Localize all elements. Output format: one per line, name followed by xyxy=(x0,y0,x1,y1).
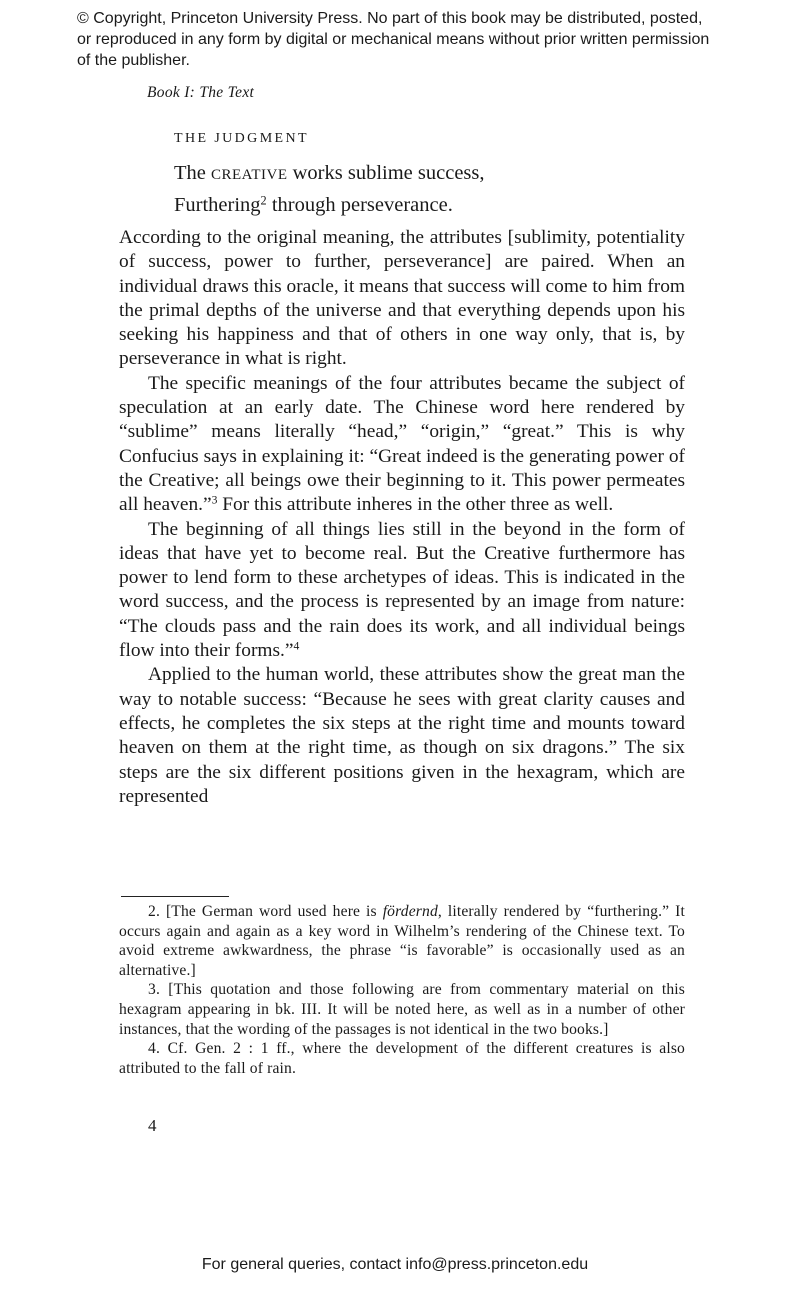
footnote-text: Cf. Gen. 2 : 1 ff., where the development of the different creatures is also attributed to the fall of rain. xyxy=(119,1040,685,1077)
paragraph-text: According to the original meaning, the attributes [sublimity, potentiality of success, power to further, perseverance] are paired. When an individual draws this oracle, it means that success will come to him from the primal depths of the universe and that everything depends upon his seeking his happiness and that of others in one way only, that is, by perseverance in what is right. xyxy=(119,227,685,370)
paragraph xyxy=(119,226,685,372)
judgment-lead: The xyxy=(174,162,211,184)
paragraph xyxy=(119,518,685,664)
judgment-word: Furthering xyxy=(174,194,261,216)
judgment-line-1-rest: works sublime success, xyxy=(287,162,485,184)
paragraph xyxy=(119,663,685,809)
paragraph-text-continued: For this attribute inheres in the other three as well. xyxy=(217,494,614,516)
footnote-ref-3[interactable]: 3 xyxy=(211,493,218,507)
footnote-number: 3. xyxy=(148,981,160,999)
judgment-line-2-rest: through perseverance. xyxy=(266,194,453,216)
footnote-text: [The German word used here is xyxy=(160,903,383,920)
footnote-2 xyxy=(119,902,685,980)
body-text xyxy=(119,226,685,809)
footnotes xyxy=(119,902,685,1078)
page-number: 4 xyxy=(148,1116,157,1135)
footnote-ref-2[interactable]: 2 xyxy=(260,193,267,208)
paragraph xyxy=(119,372,685,518)
footnote-ref-4[interactable]: 4 xyxy=(293,639,300,653)
copyright-notice: © Copyright, Princeton University Press. No part of this book may be distributed, posted, or reproduced in any form by digital or mechanical means without prior written permission of the publisher. xyxy=(77,10,710,69)
paragraph-text: The beginning of all things lies still in the beyond in the form of ideas that have yet to become real. But the Creative furthermore has power to lend form to these archetypes of ideas. This is indicated in the word success, and the process is represented by an image from nature: “The clouds pass and the rain does its work, and all individual beings flow into their forms.” xyxy=(119,518,685,662)
footnote-divider xyxy=(121,896,229,897)
footnote-3 xyxy=(119,980,685,1039)
running-head: Book I: The Text xyxy=(147,84,255,101)
section-heading: THE JUDGMENT xyxy=(174,131,309,146)
contact-notice: For general queries, contact info@press.princeton.edu xyxy=(201,1256,589,1273)
paragraph-text: Applied to the human world, these attributes show the great man the way to notable success: “Because he sees with great clarity causes and effects, he completes the six steps at the right time and mounts toward heaven on them at the right time, as though on six dragons.” The six steps are the six different positions given in the hexagram, which are represented xyxy=(119,664,685,807)
footnote-4 xyxy=(119,1039,685,1078)
paragraph-text: The specific meanings of the four attributes became the subject of speculation at an early date. The Chinese word here rendered by “sublime” means literally “head,” “origin,” “great.” This is why Confucius says in explaining it: “Great indeed is the generating power of the Creative; all beings owe their beginning to it. This power permeates all heaven.” xyxy=(119,372,685,516)
footnote-number: 4. xyxy=(148,1040,160,1058)
footnote-italic-term: fördernd xyxy=(382,903,438,920)
judgment-line-2 xyxy=(174,190,485,220)
footnote-text: [This quotation and those following are from commentary material on this hexagram appearing in bk. III. It will be noted here, as well as in a number of other instances, that the wording of the passages is not identical in the two books.] xyxy=(119,981,685,1038)
judgment-smallcaps: CREATIVE xyxy=(211,167,288,183)
judgment-verse xyxy=(174,158,485,220)
footnote-text-continued: , literally rendered by “furthering.” It occurs again and again as a key word in Wilhelm’s rendering of the Chinese text. To avoid extreme awkwardness, the phrase “is favorable” is occasionally used as an alternative.] xyxy=(119,903,685,979)
footnote-number: 2. xyxy=(148,903,160,920)
judgment-line-1 xyxy=(174,158,485,190)
